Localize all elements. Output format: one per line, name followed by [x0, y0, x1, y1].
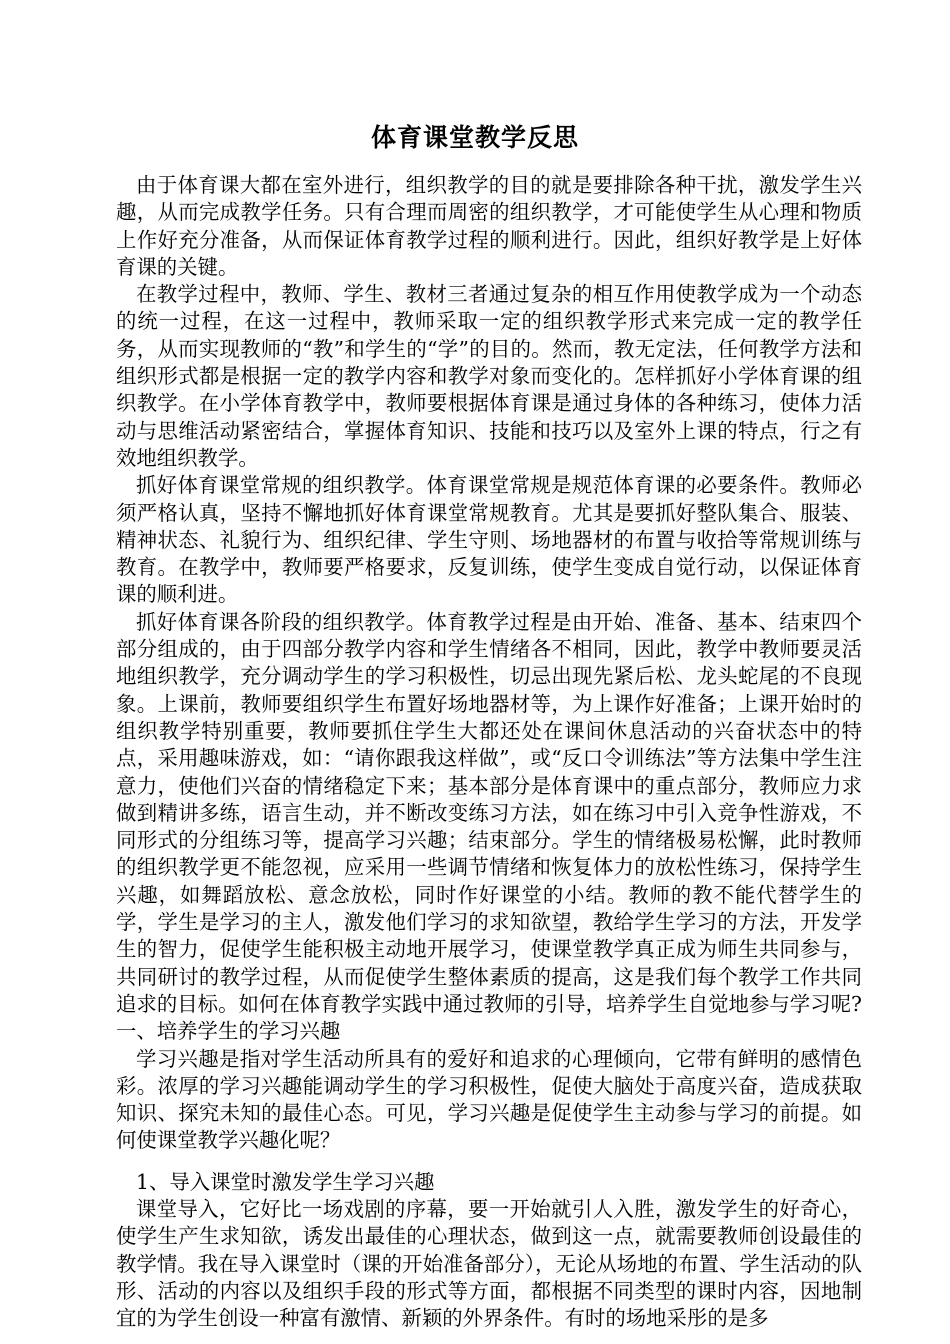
- paragraph-intro: 由于体育课大都在室外进行，组织教学的目的就是要排除各种干扰，激发学生兴趣，从而完成教学任务。只有合理而周密的组织教学，才可能使学生从心理和物质上作好充分准备，从而保证体育教学过程的顺利进行。因此，组织好教学是上好体育课的关键。: [116, 173, 862, 279]
- paragraph-gap: [116, 1155, 862, 1169]
- paragraph-classroom-routine: 抓好体育课堂常规的组织教学。体育课堂常规是规范体育课的必要条件。教师必须严格认真，坚持不懈地抓好体育课堂常规教育。尤其是要抓好整队集合、服装、精神状态、礼貌行为、组织纪律、学生守则、场地器材的布置与收拾等常规训练与教育。在教学中，教师要严格要求，反复训练，使学生变成自觉行动，以保证体育课的顺利进。: [116, 473, 862, 607]
- section-heading: 1、导入课堂时激发学生学习兴趣: [136, 1169, 435, 1194]
- paragraph-teaching-process: 在教学过程中，教师、学生、教材三者通过复杂的相互作用使教学成为一个动态的统一过程，在这一过程中，教师采取一定的组织教学形式来完成一定的教学任务，从而实现教师的“教”和学生的“学”的目的。然而，教无定法，任何教学方法和组织形式都是根据一定的教学内容和教学对象而变化的。怎样抓好小学体育课的组织教学。在小学体育教学中，教师要根据体育课是通过身体的各种练习，使体力活动与思维活动紧密结合，掌握体育知识、技能和技巧以及室外上课的特点，行之有效地组织教学。: [116, 282, 862, 470]
- paragraph-course-introduction: 课堂导入，它好比一场戏剧的序幕，要一开始就引人入胜，激发学生的好奇心，使学生产生求知欲，诱发出最佳的心理状态，做到这一点，就需要教师创设最佳的教学情。我在导入课堂时（课的开始准备部分），无论从场地的布置、学生活动的队形、活动的内容以及组织手段的形式等方面，都根据不同类型的课时内容，因地制宜的为学生创设一种富有激情、新颖的外界条件。有时的场地采彤的是多: [116, 1196, 862, 1331]
- document-title: 体育课堂教学反思: [370, 123, 579, 152]
- document-body: [116, 172, 862, 1332]
- paragraph-learning-interest: 学习兴趣是指对学生活动所具有的爱好和追求的心理倾向，它带有鲜明的感情色彩。浓厚的学习兴趣能调动学生的学习积极性，促使大脑处于高度兴奋，造成获取知识、探究未知的最佳心态。可见，学习兴趣是促使学生主动参与学习的前提。如何使课堂教学兴趣化呢？: [116, 1046, 862, 1153]
- paragraph-stage-organization: 抓好体育课各阶段的组织教学。体育教学过程是由开始、准备、基本、结束四个部分组成的，由于四部分教学内容和学生情绪各不相同，因此，教学中教师要灵活地组织教学，充分调动学生的学习积极性，切忌出现先紧后松、龙头蛇尾的不良现象。上课前，教师要组织学生布置好场地器材等，为上课作好准备；上课开始时的组织教学特别重要，教师要抓住学生大都还处在课间休息活动的兴奋状态中的特点，采用趣味游戏，如：“请你跟我这样做”，或“反口令训练法”等方法集中学生注意力，使他们兴奋的情绪稳定下来；基本部分是体育课中的重点部分，教师应力求做到精讲多练，语言生动，并不断改变练习方法，如在练习中引入竞争性游戏，不同形式的分组练习等，提高学习兴趣；结束部分。学生的情绪极易松懈，此时教师的组织教学更不能忽视，应采用一些调节情绪和恢复体力的放松性练习，保持学生兴趣，如舞蹈放松、意念放松，同时作好课堂的小结。教师的教不能代替学生的学，学生是学习的主人，激发他们学习的求知欲望，教给学生学习的方法，开发学生的智力，促使学生能积极主动地开展学习，使课堂教学真正成为师生共同参与，共同研讨的教学过程，从而促使学生整体素质的提高，这是我们每个教学工作共同追求的目标。如何在体育教学实践中通过教师的引导，培养学生自觉地参与学习呢?一、培养学生的学习兴趣: [116, 609, 862, 1044]
